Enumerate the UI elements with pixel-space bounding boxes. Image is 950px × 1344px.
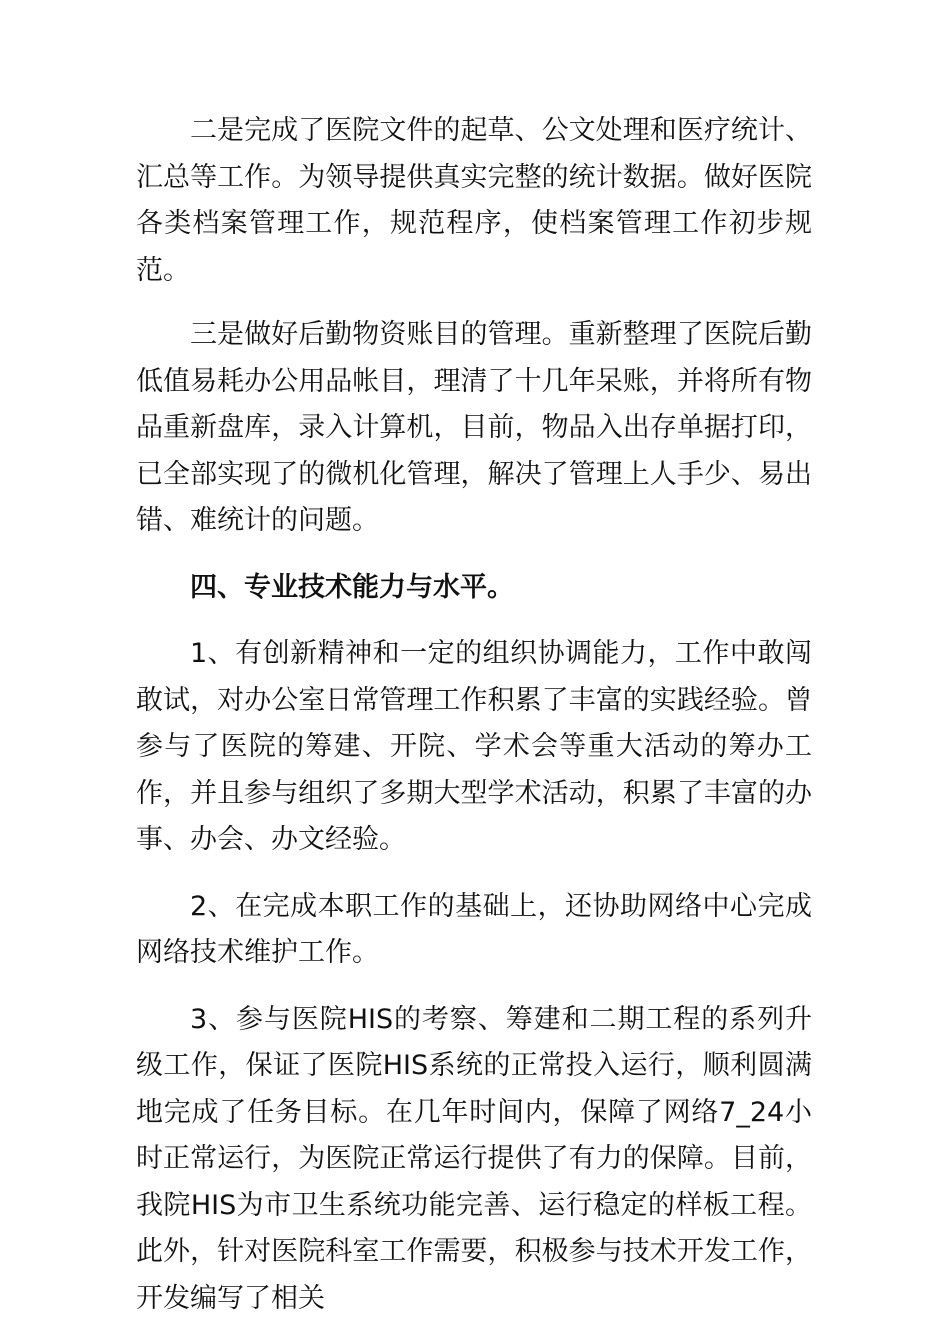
paragraph-item-2: 2、在完成本职工作的基础上，还协助网络中心完成网络技术维护工作。	[136, 890, 812, 968]
paragraph-document-stats: 二是完成了医院文件的起草、公文处理和医疗统计、汇总等工作。为领导提供真实完整的统计数据。做好医院各类档案管理工作，规范程序，使档案管理工作初步规范。	[136, 115, 812, 286]
paragraph-item-3: 3、参与医院HIS的考察、筹建和二期工程的系列升级工作，保证了医院HIS系统的正常投入运行，顺利圆满地完成了任务目标。在几年时间内，保障了网络7_24小时正常运行，为医院正常运行提供了有力的保障。目前，我院HIS为市卫生系统功能完善、运行稳定的样板工程。此外，针对医院科室工作需要，积极参与技术开发工作，开发编写了相关	[136, 1003, 812, 1314]
paragraph-item-1: 1、有创新精神和一定的组织协调能力，工作中敢闯敢试，对办公室日常管理工作积累了丰富的实践经验。曾参与了医院的筹建、开院、学术会等重大活动的筹办工作，并且参与组织了多期大型学术活动，积累了丰富的办事、办会、办文经验。	[136, 638, 812, 855]
document-body	[136, 108, 812, 1322]
paragraph-logistics-accounts: 三是做好后勤物资账目的管理。重新整理了医院后勤低值易耗办公用品帐目，理清了十几年呆账，并将所有物品重新盘库，录入计算机，目前，物品入出存单据打印，已全部实现了的微机化管理，解决了管理上人手少、易出错、难统计的问题。	[136, 319, 812, 536]
section-heading-technical-ability: 四、专业技术能力与水平。	[190, 571, 514, 603]
